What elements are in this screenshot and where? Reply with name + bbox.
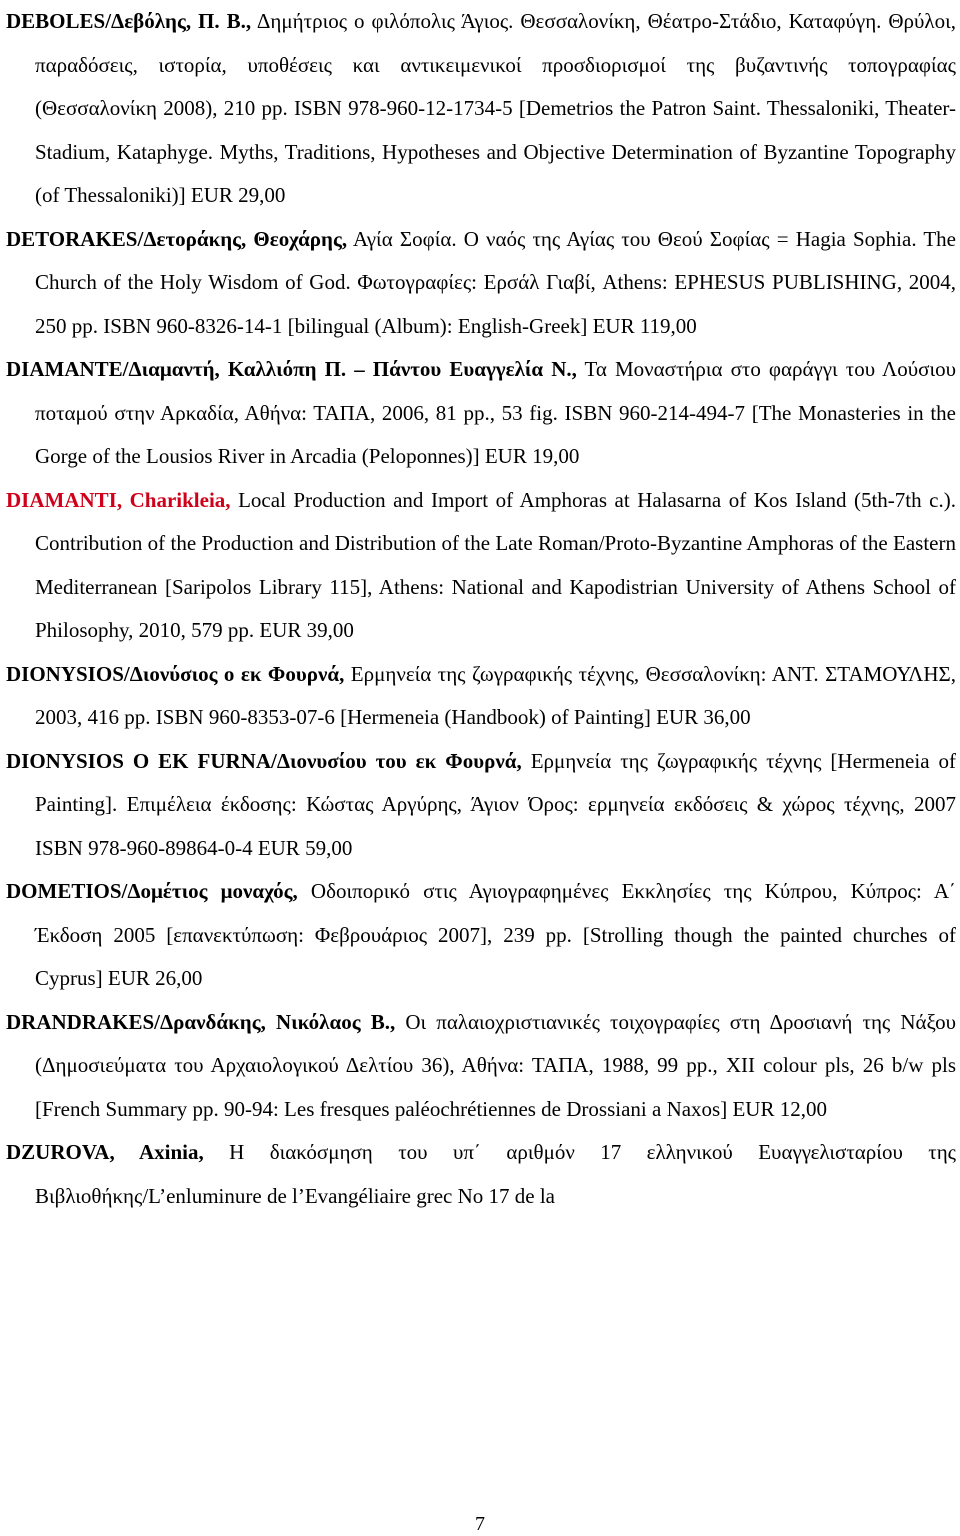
entry-author-highlighted: DIAMANTI, Charikleia, xyxy=(6,487,231,512)
bibliography-entry xyxy=(6,218,956,349)
entry-text: Η διακόσμηση του υπ΄ αριθμόν 17 ελληνικού Ευαγγελισταρίου της Βιβλιοθήκης/L’enluminure de l’Evangéliaire grec No 17 de la xyxy=(35,1140,956,1208)
entry-author: DRANDRAKES/Δρανδάκης, Νικόλαος Β., xyxy=(6,1009,396,1034)
bibliography-entry xyxy=(6,1131,956,1218)
entry-text: Δημήτριος ο φιλόπολις Άγιος. Θεσσαλονίκη, Θέατρο-Στάδιο, Καταφύγη. Θρύλοι, παραδόσεις, ιστορία, υποθέσεις και αντικειμενικοί προσδιορισμοί της βυζαντινής τοπογραφίας (Θεσσαλονίκη 2008), 210 pp. ISBN 978-960-12-1734-5 [Demetrios the Patron Saint. Thessaloniki, Theater-Stadium, Kataphyge. Myths, Traditions, Hypotheses and Objective Determination of Byzantine Topography (of Thessaloniki)] EUR 29,00 xyxy=(35,9,957,207)
entry-text: Αγία Σοφία. Ο ναός της Αγίας του Θεού Σοφίας = Hagia Sophia. The Church of the Holy Wisdom of God. Φωτογραφίες: Ερσάλ Γιαβί, Athens: EPHESUS PUBLISHING, 2004, 250 pp. ISBN 960-8326-14-1 [bilingual (Album): English-Greek] EUR 119,00 xyxy=(35,226,956,338)
page-number: 7 xyxy=(475,1513,485,1535)
entry-text: Local Production and Import of Amphoras at Halasarna of Kos Island (5th-7th c.). Contribution of the Production and Distribution of the Late Roman/Proto-Byzantine Amphoras of the Eastern Mediterranean [Saripolos Library 115], Athens: National and Kapodistrian University of Athens School of Philosophy, 2010, 579 pp. EUR 39,00 xyxy=(35,487,956,642)
bibliography-entry xyxy=(6,0,956,218)
bibliography-entry xyxy=(6,653,956,740)
bibliography-entry xyxy=(6,348,956,479)
entry-author: DIONYSIOS O EK FURNA/Διονυσίου του εκ Φουρνά, xyxy=(6,748,522,773)
bibliography-list xyxy=(6,0,956,1218)
entry-text: Ερμηνεία της ζωγραφικής τέχνης [Hermeneia of Painting]. Επιμέλεια έκδοσης: Κώστας Αργύρης, Άγιον Όρος: ερμηνεία εκδόσεις & χώρος τέχνης, 2007 ISBN 978-960-89864-0-4 EUR 59,00 xyxy=(35,748,957,860)
bibliography-entry xyxy=(6,1001,956,1132)
entry-author: DETORAKES/Δετοράκης, Θεοχάρης, xyxy=(6,226,348,251)
bibliography-entry xyxy=(6,479,956,653)
bibliography-entry xyxy=(6,870,956,1001)
entry-text: Οδοιπορικό στις Αγιογραφημένες Εκκλησίες της Κύπρου, Κύπρος: Α΄ Έκδοση 2005 [επανεκτύπωση: Φεβρουάριος 2007], 239 pp. [Strolling though the painted churches of Cyprus] EUR 26,00 xyxy=(35,879,956,990)
bibliography-entry xyxy=(6,740,956,871)
entry-author: DZUROVA, Axinia, xyxy=(6,1140,204,1164)
entry-author: DIAMANTE/Διαμαντή, Καλλιόπη Π. – Πάντου Ευαγγελία Ν., xyxy=(6,357,577,381)
entry-author: DEBOLES/Δεβόλης, Π. Β., xyxy=(6,9,252,33)
entry-author: DOMETIOS/Δομέτιος μοναχός, xyxy=(6,879,298,903)
entry-text: Οι παλαιοχριστιανικές τοιχογραφίες στη Δροσιανή της Νάξου (Δημοσιεύματα του Αρχαιολογικού Δελτίου 36), Αθήνα: ΤΑΠΑ, 1988, 99 pp., XII colour pls, 26 b/w pls [French Summary pp. 90-94: Les fresques paléochrétiennes de Drossiani a Naxos] EUR 12,00 xyxy=(35,1009,956,1121)
entry-text: Τα Μοναστήρια στο φαράγγι του Λούσιου ποταμού στην Αρκαδία, Αθήνα: ΤΑΠΑ, 2006, 81 pp., 53 fig. ISBN 960-214-494-7 [The Monasteries in the Gorge of the Lousios River in Arcadia (Peloponnes)] EUR 19,00 xyxy=(35,357,956,468)
entry-text: Ερμηνεία της ζωγραφικής τέχνης, Θεσσαλονίκη: ΑΝΤ. ΣΤΑΜΟΥΛΗΣ, 2003, 416 pp. ISBN 960-8353-07-6 [Hermeneia (Handbook) of Painting] EUR 36,00 xyxy=(35,661,956,729)
entry-author: DIONYSIOS/Διονύσιος ο εκ Φουρνά, xyxy=(6,661,345,686)
